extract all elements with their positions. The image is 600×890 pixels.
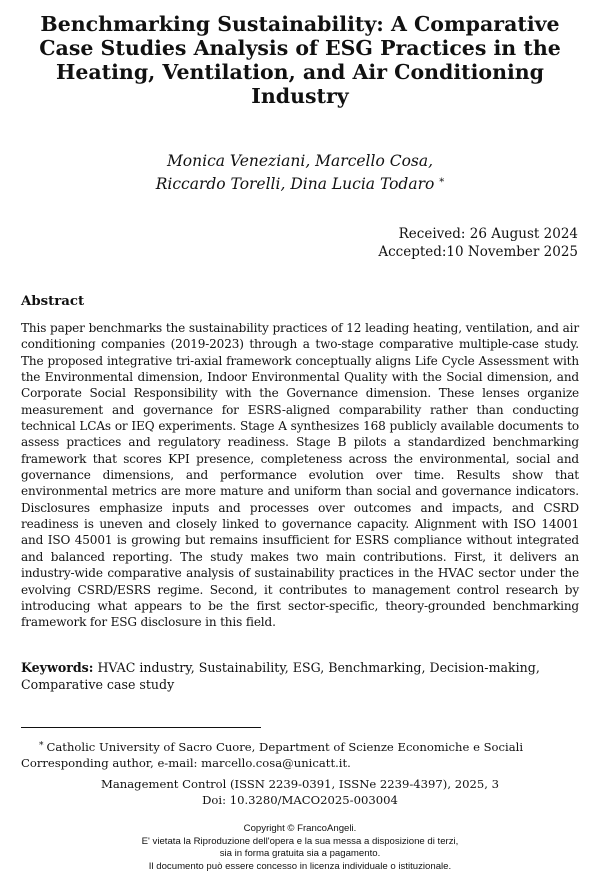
authors-line-2 xyxy=(60,172,540,195)
received-date: Received: 26 August 2024 xyxy=(398,226,578,242)
keywords-label: Keywords: xyxy=(21,660,94,675)
copyright-line: Il documento può essere concesso in licenza individuale o istituzionale. xyxy=(148,861,452,873)
keywords-text: HVAC industry, Sustainability, ESG, Benchmarking, Decision-making, Comparative case study xyxy=(21,660,540,692)
footnote-divider xyxy=(21,727,261,728)
doi-line: Doi: 10.3280/MACO2025-003004 xyxy=(202,793,398,807)
submission-dates xyxy=(378,225,578,261)
footnote xyxy=(21,738,579,771)
keywords xyxy=(21,659,581,693)
copyright-notice xyxy=(30,823,570,874)
copyright-line: Copyright © FrancoAngeli. xyxy=(243,823,357,834)
journal-line: Management Control (ISSN 2239-0391, ISSNe 2239-4397), 2025, 3 xyxy=(101,777,499,791)
author-footnote-mark: * xyxy=(439,177,445,188)
accepted-date: Accepted:10 November 2025 xyxy=(378,244,578,260)
footnote-affiliation-line xyxy=(21,738,579,755)
authors-line-1: Monica Veneziani, Marcello Cosa, xyxy=(166,152,434,170)
footnote-mark: * xyxy=(39,741,44,751)
footnote-email: Corresponding author, e-mail: marcello.cosa@unicatt.it. xyxy=(21,756,351,770)
journal-info xyxy=(30,776,570,808)
abstract-heading: Abstract xyxy=(21,294,85,309)
abstract-text: This paper benchmarks the sustainability practices of 12 leading heating, ventilation, and air conditioning companies (2019-2023) through a two-stage comparative multiple-case study. The proposed integrative tri-axial framework conceptually aligns Life Cycle Assessment with the Environmental dimension, Indoor Environmental Quality with the Social dimension, and Corporate Social Responsibility with the Governance dimension. These lenses organize measurement and governance for ESRS-aligned comparability rather than conducting technical LCAs or IEQ experiments. Stage A synthesizes 168 publicly available documents to assess practices and regulatory readiness. Stage B pilots a standardized benchmarking framework that scores KPI presence, completeness across the environmental, social and governance dimensions, and performance evolution over time. Results show that environmental metrics are more mature and uniform than social and governance indicators. Disclosures emphasize inputs and processes over outcomes and impacts, and CSRD readiness is uneven and closely linked to governance capacity. Alignment with ISO 14001 and ISO 45001 is growing but remains insufficient for ESRS compliance without integrated and balanced reporting. The study makes two main contributions. First, it delivers an industry-wide comparative analysis of sustainability practices in the HVAC sector under the evolving CSRD/ESRS regime. Second, it contributes to management control research by introducing what appears to be the first sector-specific, theory-grounded benchmarking framework for ESG disclosure in this field. xyxy=(21,321,579,630)
copyright-line: E' vietata la Riproduzione dell'opera e la sua messa a disposizione di terzi, xyxy=(141,835,459,847)
copyright-line: sia in forma gratuita sia a pagamento. xyxy=(219,848,381,860)
author-list xyxy=(60,150,540,195)
paper-title: Benchmarking Sustainability: A Comparative Case Studies Analysis of ESG Practices in the Heating, Ventilation, and Air Conditioning Industry xyxy=(39,12,561,108)
authors-line-2-text: Riccardo Torelli, Dina Lucia Todaro xyxy=(155,175,435,193)
footnote-affiliation: Catholic University of Sacro Cuore, Department of Scienze Economiche e Sociali xyxy=(46,740,524,754)
